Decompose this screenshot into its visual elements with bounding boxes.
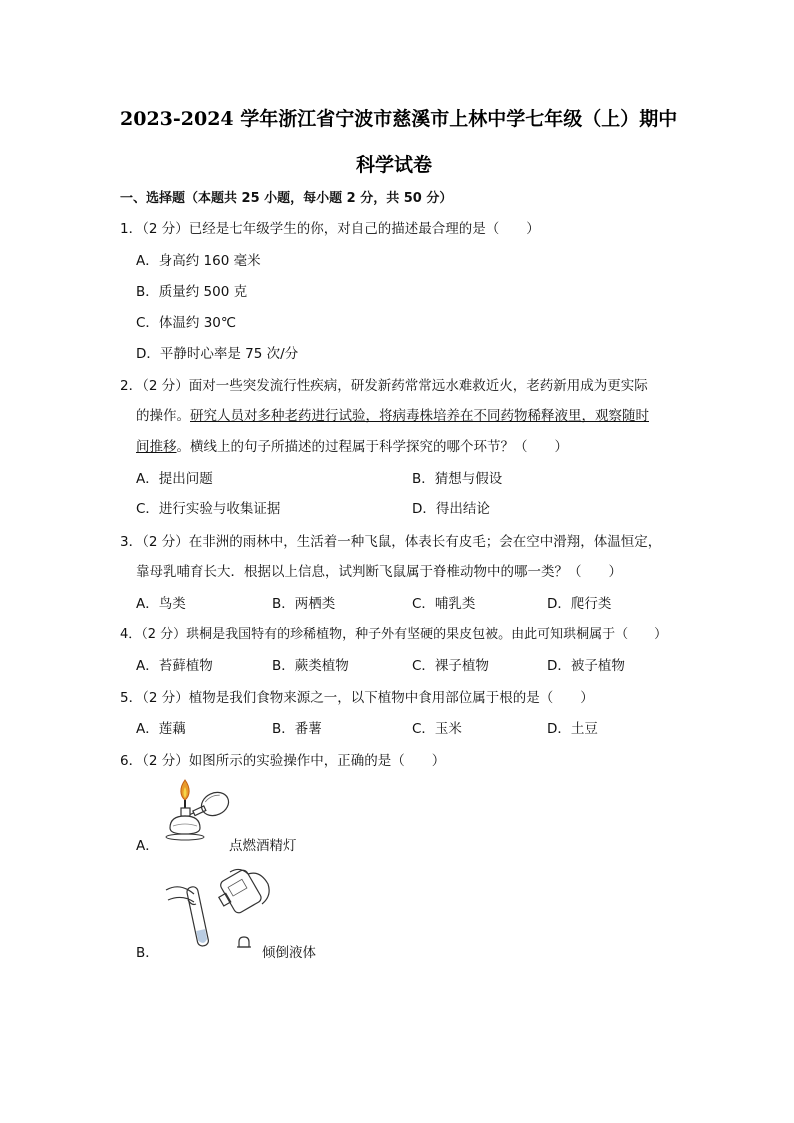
question-1-option-a: A．身高约 160 毫米 bbox=[136, 253, 261, 269]
question-3-option-c: C．哺乳类 bbox=[412, 596, 476, 612]
question-2-line-3 bbox=[136, 435, 568, 455]
question-5-stem: 5．（2 分）植物是我们食物来源之一，以下植物中食用部位属于根的是（ ） bbox=[120, 690, 594, 706]
question-2-option-c: C．进行实验与收集证据 bbox=[136, 501, 281, 517]
pouring-liquid-illustration bbox=[160, 860, 272, 960]
question-1-stem: 1．（2 分）已经是七年级学生的你，对自己的描述最合理的是（ ） bbox=[120, 221, 540, 237]
page-title-line1: 2023-2024 学年浙江省宁波市慈溪市上林中学七年级（上）期中 bbox=[120, 108, 678, 130]
question-6-option-a-label: A． bbox=[136, 838, 159, 854]
question-3-line-2: 靠母乳哺育长大．根据以上信息，试判断飞鼠属于脊椎动物中的哪一类？（ ） bbox=[136, 564, 622, 580]
question-4-option-b: B．蕨类植物 bbox=[272, 658, 349, 674]
question-3-line-1: 3．（2 分）在非洲的雨林中，生活着一种飞鼠，体表长有皮毛；会在空中滑翔，体温恒定， bbox=[120, 534, 662, 550]
question-4-option-a: A．苔藓植物 bbox=[136, 658, 213, 674]
question-2-underlined-text-end: 间推移 bbox=[136, 439, 177, 455]
question-2-line-1: 2．（2 分）面对一些突发流行性疾病，研发新药常常远水难救近火，老药新用成为更实际 bbox=[120, 378, 648, 394]
question-3-option-b: B．两栖类 bbox=[272, 596, 336, 612]
question-2-option-b: B．猜想与假设 bbox=[412, 471, 503, 487]
question-5-option-a: A．莲藕 bbox=[136, 721, 186, 737]
question-1-option-b: B．质量约 500 克 bbox=[136, 284, 248, 300]
question-5-option-c: C．玉米 bbox=[412, 721, 462, 737]
section-heading: 一、选择题（本题共 25 小题，每小题 2 分，共 50 分） bbox=[120, 191, 453, 206]
bottle-stopper-icon bbox=[236, 936, 252, 950]
question-2-option-a: A．提出问题 bbox=[136, 471, 213, 487]
question-2-option-d: D．得出结论 bbox=[412, 501, 490, 517]
question-1-option-d: D．平静时心率是 75 次/分 bbox=[136, 346, 299, 362]
question-6-option-b-caption: 倾倒液体 bbox=[262, 945, 316, 961]
question-5-option-d: D．土豆 bbox=[547, 721, 598, 737]
question-2-line-2 bbox=[136, 404, 649, 424]
question-5-option-b: B．番薯 bbox=[272, 721, 322, 737]
question-3-option-d: D．爬行类 bbox=[547, 596, 612, 612]
question-6-stem: 6．（2 分）如图所示的实验操作中，正确的是（ ） bbox=[120, 753, 446, 769]
question-2-underlined-text: 研究人员对多种老药进行试验，将病毒株培养在不同药物稀释液里，观察随时 bbox=[190, 408, 649, 424]
question-2-line-2-plain: 的操作。 bbox=[136, 408, 190, 424]
question-6-option-b-label: B． bbox=[136, 945, 159, 961]
question-2-line-3-plain: 。横线上的句子所描述的过程属于科学探究的哪个环节？（ ） bbox=[176, 439, 568, 455]
alcohol-lamp-illustration bbox=[160, 774, 240, 846]
question-4-option-c: C．裸子植物 bbox=[412, 658, 489, 674]
question-1-option-c: C．体温约 30℃ bbox=[136, 315, 237, 331]
question-4-stem: 4．（2 分）珙桐是我国特有的珍稀植物，种子外有坚硬的果皮包被。由此可知珙桐属于（ ） bbox=[120, 627, 668, 642]
page-title-line2: 科学试卷 bbox=[356, 154, 433, 176]
question-4-option-d: D．被子植物 bbox=[547, 658, 625, 674]
question-6-option-a-caption: 点燃酒精灯 bbox=[229, 838, 297, 854]
question-3-option-a: A．鸟类 bbox=[136, 596, 186, 612]
